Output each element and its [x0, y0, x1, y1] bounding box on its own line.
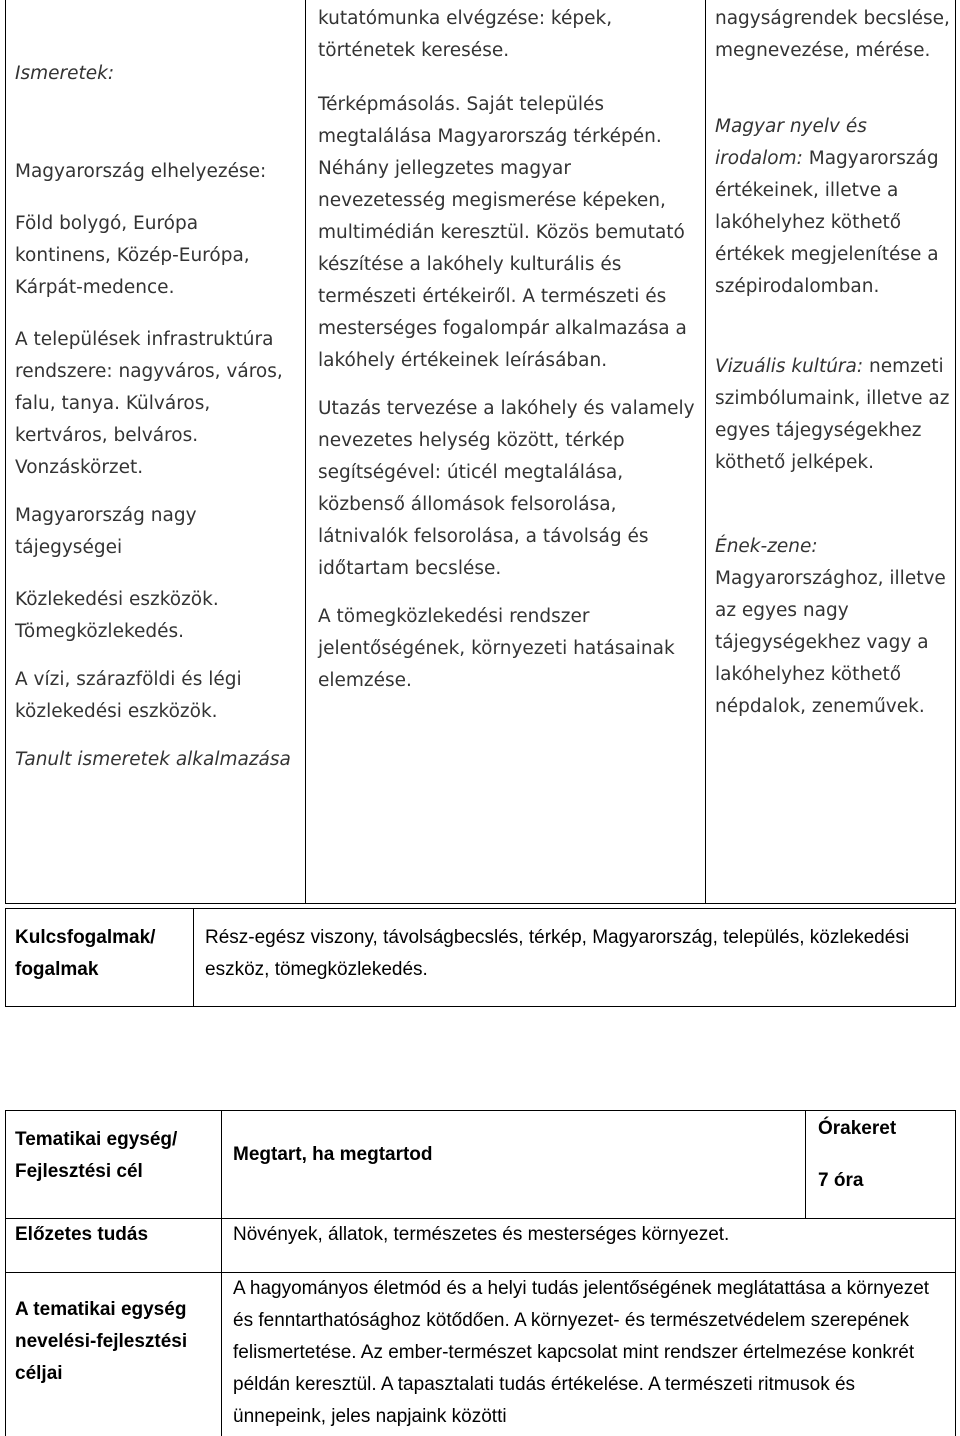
top-table-border-right: [955, 0, 956, 903]
key-concepts-value: Rész-egész viszony, távolságbecslés, térkép, Magyarország, település, közlekedési eszköz, tömegközlekedés.: [205, 927, 910, 980]
connection-item: [715, 531, 951, 723]
unit-table-border-left: [5, 1110, 6, 1436]
knowledge-column: [15, 58, 297, 776]
activity-item: Utazás tervezése a lakóhely és valamely nevezetes helység között, térkép segítségével: úticél megtalálása, közbenső állomások felsorolása, látnivalók felsorolása, a távolság és időtartam becslése.: [318, 398, 695, 579]
connection-label: Magyar nyelv és irodalom:: [715, 116, 867, 169]
key-table-border-top: [5, 908, 956, 909]
top-table-divider-1: [305, 0, 306, 903]
unit-table-divider-label: [221, 1110, 222, 1436]
connection-text: nemzeti szimbólumaink, illetve az egyes tájegységekhez köthető jelképek.: [715, 356, 950, 473]
unit-table-border-top: [5, 1110, 956, 1111]
connection-item: [715, 351, 951, 479]
knowledge-item: A települések infrastruktúra rendszere: nagyváros, város, falu, tanya. Külváros, kertváros, belváros. Vonzáskörzet.: [15, 329, 283, 478]
top-table-border-bottom: [5, 903, 956, 904]
unit-title: Megtart, ha megtartod: [233, 1144, 433, 1165]
key-table-border-left: [5, 908, 6, 1007]
connection-text: Magyarország értékeinek, illetve a lakóhelyhez köthető értékek megjelenítése a szépirodalomban.: [715, 148, 939, 297]
knowledge-item: A vízi, szárazföldi és légi közlekedési eszközök.: [15, 669, 242, 722]
connections-column: [715, 3, 951, 723]
knowledge-item: Föld bolygó, Európa kontinens, Közép-Európa, Kárpát-medence.: [15, 213, 250, 298]
goals-value: A hagyományos életmód és a helyi tudás jelentőségének meglátattása a környezet és fenntarthatósághoz kötődően. A környezet- és természetvédelem szerepének felismertetése. Az ember-természet kapcsolat mint rendszer értelmezése konkrét példán keresztül. A tapasztalati tudás értékelése. A természeti ritmusok és ünnepeink, jeles napjaink közötti: [233, 1278, 930, 1427]
activity-item: Térképmásolás. Saját település megtalálása Magyarország térképén. Néhány jellegzetes magyar nevezetesség megismerése képeken, multimédián keresztül. Közös bemutató készítése a lakóhely kulturális és természeti értékeiről. A természeti és mesterséges fogalompár alkalmazása a lakóhely értékeinek leírásában.: [318, 94, 687, 371]
prior-knowledge-value: Növények, állatok, természetes és mesterséges környezet.: [233, 1224, 730, 1245]
unit-table-border-right: [955, 1110, 956, 1436]
prior-knowledge-label: Előzetes tudás: [15, 1224, 149, 1245]
unit-header-label: Tematikai egység/ Fejlesztési cél: [15, 1129, 178, 1182]
connection-label: Vizuális kultúra:: [715, 356, 864, 377]
hours-value: 7 óra: [818, 1170, 864, 1191]
key-concepts-label: Kulcsfogalmak/ fogalmak: [15, 927, 156, 980]
unit-table-divider-hours: [805, 1110, 806, 1218]
key-table-border-right: [955, 908, 956, 1007]
knowledge-item: Magyarország elhelyezése:: [15, 161, 267, 182]
goals-label: A tematikai egység nevelési-fejlesztési céljai: [15, 1299, 188, 1384]
connection-item: [715, 111, 951, 303]
top-table-divider-2: [705, 0, 706, 903]
knowledge-item: Közlekedési eszközök. Tömegközlekedés.: [15, 589, 219, 642]
activity-item: A tömegközlekedési rendszer jelentőségének, környezeti hatásainak elemzése.: [318, 606, 675, 691]
knowledge-heading: Ismeretek:: [15, 63, 115, 84]
key-table-border-bottom: [5, 1006, 956, 1007]
activity-item: kutatómunka elvégzése: képek, történetek keresése.: [318, 8, 613, 61]
top-table-border-left: [5, 0, 6, 903]
activities-column: [318, 3, 700, 697]
key-table-divider: [193, 908, 194, 1007]
connection-text: Magyarországhoz, illetve az egyes nagy tájegységekhez vagy a lakóhelyhez köthető népdalok, zeneművek.: [715, 568, 946, 717]
knowledge-item: Tanult ismeretek alkalmazása: [15, 749, 291, 770]
hours-label: Órakeret: [818, 1118, 897, 1139]
connection-item: nagyságrendek becslése, megnevezése, mérése.: [715, 8, 950, 61]
knowledge-item: Magyarország nagy tájegységei: [15, 505, 197, 558]
connection-label: Ének-zene:: [715, 536, 818, 557]
